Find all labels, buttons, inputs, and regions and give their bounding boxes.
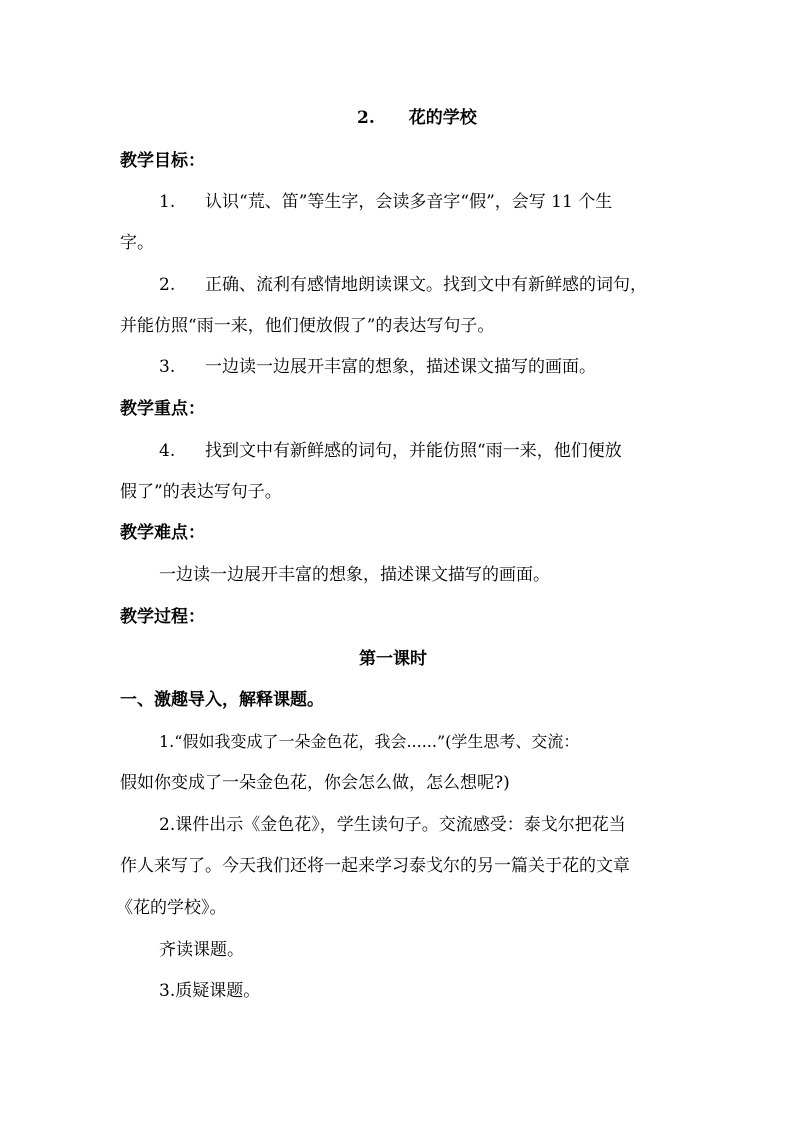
section1-item-2: 2.课件出示《金色花》，学生读句子。交流感受：泰戈尔把花当 <box>159 815 626 835</box>
goal-number: 2. <box>159 275 176 295</box>
goal-item-1-continuation: 字。 <box>120 233 154 253</box>
goal-number: 3. <box>159 357 176 377</box>
section1-heading: 一、激趣导入，解释课题。 <box>120 690 324 710</box>
goal-item-2 <box>159 274 647 296</box>
goal-text: 认识“荒、笛”等生字，会读多音字“假”，会写 11 个生 <box>205 192 613 212</box>
difficulty-heading: 教学难点： <box>120 523 205 543</box>
key-point-text: 找到文中有新鲜感的词句，并能仿照“雨一来，他们便放 <box>205 441 622 461</box>
title-number: 2. <box>357 108 375 128</box>
section1-item-2-continuation: 作人来写了。今天我们还将一起来学习泰戈尔的另一篇关于花的文章 <box>120 856 630 876</box>
page-title <box>357 107 477 129</box>
section1-item-1-continuation: 假如你变成了一朵金色花，你会怎么做，怎么想呢?) <box>120 773 510 793</box>
goal-text: 正确、流利有感情地朗读课文。找到文中有新鲜感的词句， <box>205 275 647 295</box>
question-title-text: 3.质疑课题。 <box>159 981 261 1001</box>
goal-item-1 <box>159 191 612 213</box>
read-title-text: 齐读课题。 <box>159 940 244 960</box>
difficulty-text: 一边读一边展开丰富的想象，描述课文描写的画面。 <box>159 565 550 585</box>
key-heading: 教学重点： <box>120 399 205 419</box>
section1-item-2-continuation-2: 《花的学校》。 <box>116 898 227 918</box>
process-heading: 教学过程： <box>120 607 205 627</box>
goal-text: 一边读一边展开丰富的想象，描述课文描写的画面。 <box>205 357 596 377</box>
goal-item-3 <box>159 356 596 378</box>
title-text: 花的学校 <box>408 108 477 128</box>
goals-heading: 教学目标： <box>120 151 205 171</box>
key-point-item <box>159 440 622 462</box>
lesson-heading: 第一课时 <box>359 649 427 669</box>
key-point-continuation: 假了”的表达写句子。 <box>120 482 282 502</box>
goal-item-2-continuation: 并能仿照“雨一来，他们便放假了”的表达写句子。 <box>120 316 495 336</box>
section1-item-1: 1.“假如我变成了一朵金色花，我会......”(学生思考、交流： <box>159 732 580 751</box>
goal-number: 1. <box>159 192 176 212</box>
key-point-number: 4. <box>159 441 176 461</box>
